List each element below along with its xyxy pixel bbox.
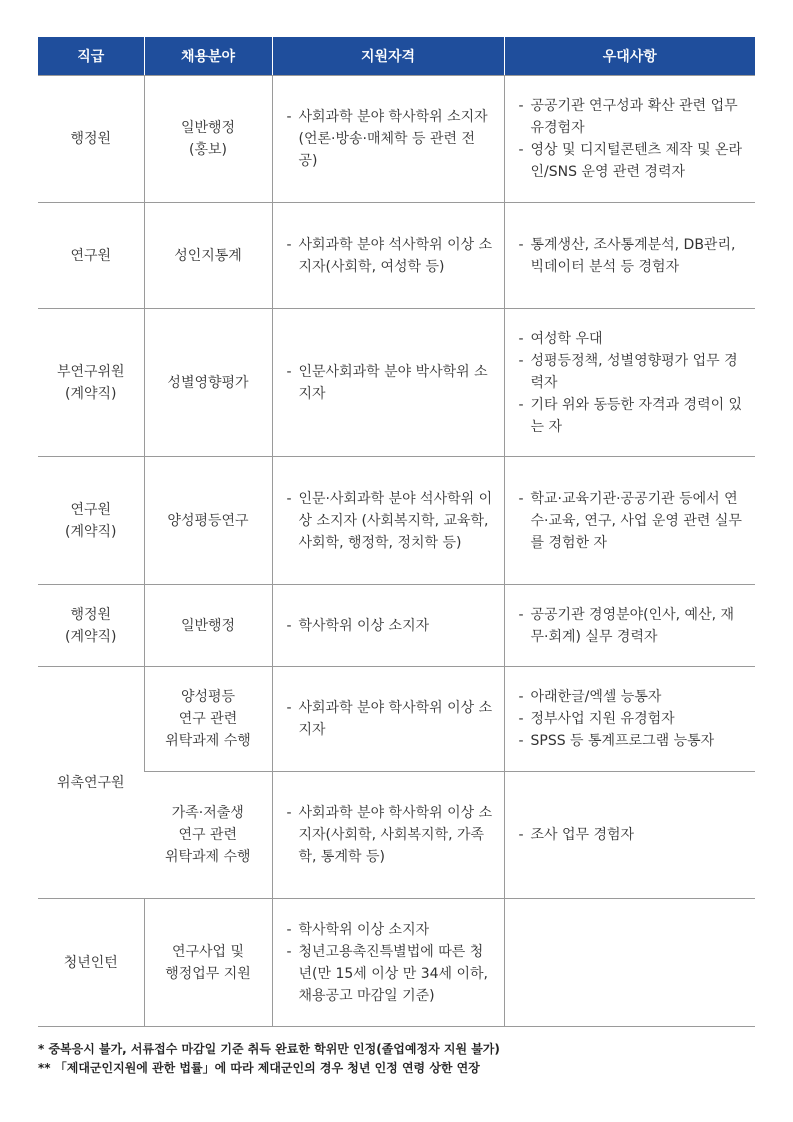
rank-cell: 위촉연구원	[38, 667, 144, 899]
list-item: - 조사 업무 경험자	[519, 824, 746, 846]
header-field: 채용분야	[144, 37, 272, 76]
qualifications-cell	[272, 457, 504, 585]
rank-cell: 부연구위원 (계약직)	[38, 309, 144, 457]
footnote: * 중복응시 불가, 서류접수 마감일 기준 취득 완료한 학위만 인정(졸업예정자 지원 불가)	[38, 1042, 500, 1056]
preferences-cell	[504, 899, 755, 1027]
footnote: ** 「제대군인지원에 관한 법률」에 따라 제대군인의 경우 청년 인정 연령 상한 연장	[38, 1061, 480, 1075]
preferences-cell	[504, 667, 755, 772]
preferences-cell	[504, 585, 755, 667]
rank-cell: 연구원	[38, 203, 144, 309]
rank-cell: 행정원 (계약직)	[38, 585, 144, 667]
rank-cell: 청년인턴	[38, 899, 144, 1027]
list-item: - 사회과학 분야 학사학위 소지자(언론·방송·매체학 등 관련 전공)	[287, 106, 494, 172]
list-item: - 인문·사회과학 분야 석사학위 이상 소지자 (사회복지학, 교육학, 사회학, 행정학, 정치학 등)	[287, 488, 494, 554]
list-item: - 공공기관 경영분야(인사, 예산, 재무·회계) 실무 경력자	[519, 604, 746, 648]
preferences-cell	[504, 309, 755, 457]
preferences-cell	[504, 457, 755, 585]
field-cell: 가족·저출생 연구 관련 위탁과제 수행	[144, 772, 272, 899]
header-preferences: 우대사항	[504, 37, 755, 76]
preferences-cell	[504, 76, 755, 203]
header-rank: 직급	[38, 37, 144, 76]
qualifications-cell	[272, 772, 504, 899]
field-cell: 성인지통계	[144, 203, 272, 309]
rank-cell: 행정원	[38, 76, 144, 203]
list-item: - 인문사회과학 분야 박사학위 소지자	[287, 361, 494, 405]
list-item: - 통계생산, 조사통계분석, DB관리, 빅데이터 분석 등 경험자	[519, 234, 746, 278]
qualifications-cell	[272, 203, 504, 309]
field-cell: 양성평등연구	[144, 457, 272, 585]
list-item: - 사회과학 분야 석사학위 이상 소지자(사회학, 여성학 등)	[287, 234, 494, 278]
list-item: - SPSS 등 통계프로그램 능통자	[519, 730, 746, 752]
preferences-cell	[504, 772, 755, 899]
footnotes	[38, 1040, 500, 1078]
field-cell: 양성평등 연구 관련 위탁과제 수행	[144, 667, 272, 772]
table-row	[38, 772, 755, 899]
list-item: - 학사학위 이상 소지자	[287, 919, 494, 941]
list-item: - 공공기관 연구성과 확산 관련 업무 유경험자	[519, 95, 746, 139]
list-item: - 아래한글/엑셀 능통자	[519, 686, 746, 708]
field-cell: 일반행정	[144, 585, 272, 667]
field-cell: 일반행정 (홍보)	[144, 76, 272, 203]
list-item: - 정부사업 지원 유경험자	[519, 708, 746, 730]
table-row	[38, 76, 755, 203]
list-item: - 영상 및 디지털콘텐츠 제작 및 온라인/SNS 운영 관련 경력자	[519, 139, 746, 183]
qualifications-cell	[272, 76, 504, 203]
header-qualifications: 지원자격	[272, 37, 504, 76]
preferences-cell	[504, 203, 755, 309]
qualifications-cell	[272, 899, 504, 1027]
field-cell: 연구사업 및 행정업무 지원	[144, 899, 272, 1027]
list-item: - 사회과학 분야 학사학위 이상 소지자(사회학, 사회복지학, 가족학, 통계학 등)	[287, 802, 494, 868]
list-item: - 학사학위 이상 소지자	[287, 615, 494, 637]
table-row	[38, 203, 755, 309]
list-item: - 사회과학 분야 학사학위 이상 소지자	[287, 697, 494, 741]
list-item: - 청년고용촉진특별법에 따른 청년(만 15세 이상 만 34세 이하, 채용공고 마감일 기준)	[287, 941, 494, 1007]
table-row	[38, 309, 755, 457]
table-row	[38, 457, 755, 585]
field-cell: 성별영향평가	[144, 309, 272, 457]
rank-cell: 연구원 (계약직)	[38, 457, 144, 585]
list-item: - 기타 위와 동등한 자격과 경력이 있는 자	[519, 394, 746, 438]
qualifications-cell	[272, 309, 504, 457]
qualifications-cell	[272, 585, 504, 667]
recruitment-table	[38, 37, 755, 1027]
table-row	[38, 585, 755, 667]
table-header-row	[38, 37, 755, 76]
list-item: - 학교·교육기관·공공기관 등에서 연수·교육, 연구, 사업 운영 관련 실무를 경험한 자	[519, 488, 746, 554]
table-row	[38, 667, 755, 772]
list-item: - 여성학 우대	[519, 328, 746, 350]
list-item: - 성평등정책, 성별영향평가 업무 경력자	[519, 350, 746, 394]
table-row	[38, 899, 755, 1027]
qualifications-cell	[272, 667, 504, 772]
